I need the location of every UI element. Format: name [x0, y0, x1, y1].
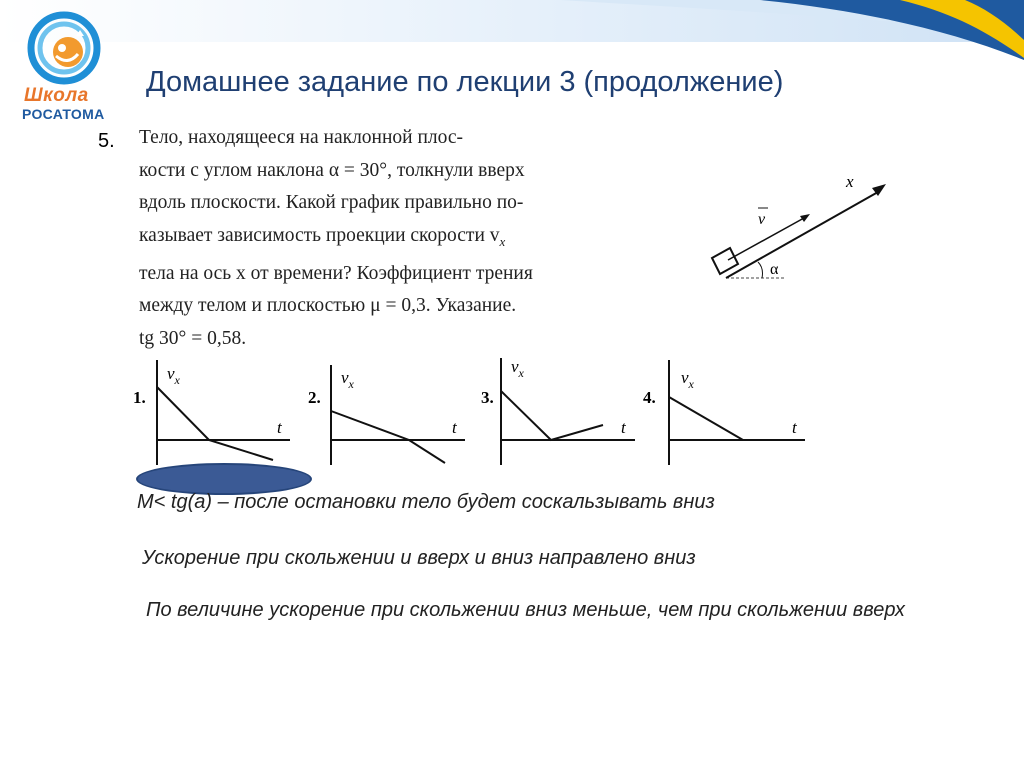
logo-text-school: Школа [24, 85, 89, 106]
answer-line-2: Ускорение при скольжении и вверх и вниз направлено вниз [142, 547, 696, 569]
angle-arc [758, 262, 763, 278]
x-axis-label: x [846, 172, 854, 191]
graph-label: 4. [643, 388, 656, 407]
answer-line-1: M< tg(a) – после остановки тело будет соскальзывать вниз [137, 491, 715, 513]
graph-3 [481, 357, 635, 465]
t-axis-label: t [792, 418, 797, 437]
problem-line [139, 220, 654, 258]
problem-line: кости с углом наклона α = 30°, толкнули вверх [139, 159, 525, 181]
t-axis-label: t [621, 418, 626, 437]
graph-line [331, 411, 445, 463]
inclined-plane-diagram [700, 170, 900, 290]
velocity-label: v [758, 211, 766, 228]
answer-line-3: По величине ускорение при скольжении вниз меньше, чем при скольжении вверх [146, 599, 905, 621]
logo-text-rosatom: РОСАТОМА [22, 106, 105, 122]
problem-line: вдоль плоскости. Какой график правильно по- [139, 192, 524, 213]
angle-label: α [770, 261, 779, 278]
page-title: Домашнее задание по лекции 3 (продолжение) [146, 66, 784, 98]
problem-line-text: казывает зависимость проекции скорости v [139, 224, 500, 246]
v-axis-label: $v_x$ [341, 368, 354, 391]
t-axis-label: t [452, 418, 457, 437]
problem-line: tg 30° = 0,58. [139, 327, 247, 349]
v-axis-label: $v_x$ [511, 357, 524, 380]
graph-1 [133, 360, 290, 465]
problem-line: тела на ось x от времени? Коэффициент трения [139, 262, 533, 284]
graph-line [669, 397, 743, 440]
graph-line [157, 387, 273, 460]
problem-number: 5. [98, 130, 115, 152]
velocity-arrowhead [800, 214, 810, 222]
t-axis-label: t [277, 418, 282, 437]
graph-2 [308, 365, 465, 465]
v-axis-label: $v_x$ [681, 368, 694, 391]
graph-line [501, 391, 603, 440]
plane-line [726, 192, 878, 278]
velocity-vector [728, 218, 804, 260]
problem-line: между телом и плоскостью μ = 0,3. Указание. [139, 295, 517, 317]
block [712, 248, 738, 274]
problem-text [139, 122, 654, 355]
graph-label: 3. [481, 388, 494, 407]
velocity-graphs [125, 355, 825, 475]
graph-4 [643, 360, 805, 465]
v-axis-label: $v_x$ [167, 364, 180, 387]
graph-label: 2. [308, 388, 321, 407]
graph-label: 1. [133, 388, 146, 407]
velocity-subscript: x [499, 233, 506, 249]
problem-line: Тело, находящееся на наклонной плос- [139, 127, 464, 148]
